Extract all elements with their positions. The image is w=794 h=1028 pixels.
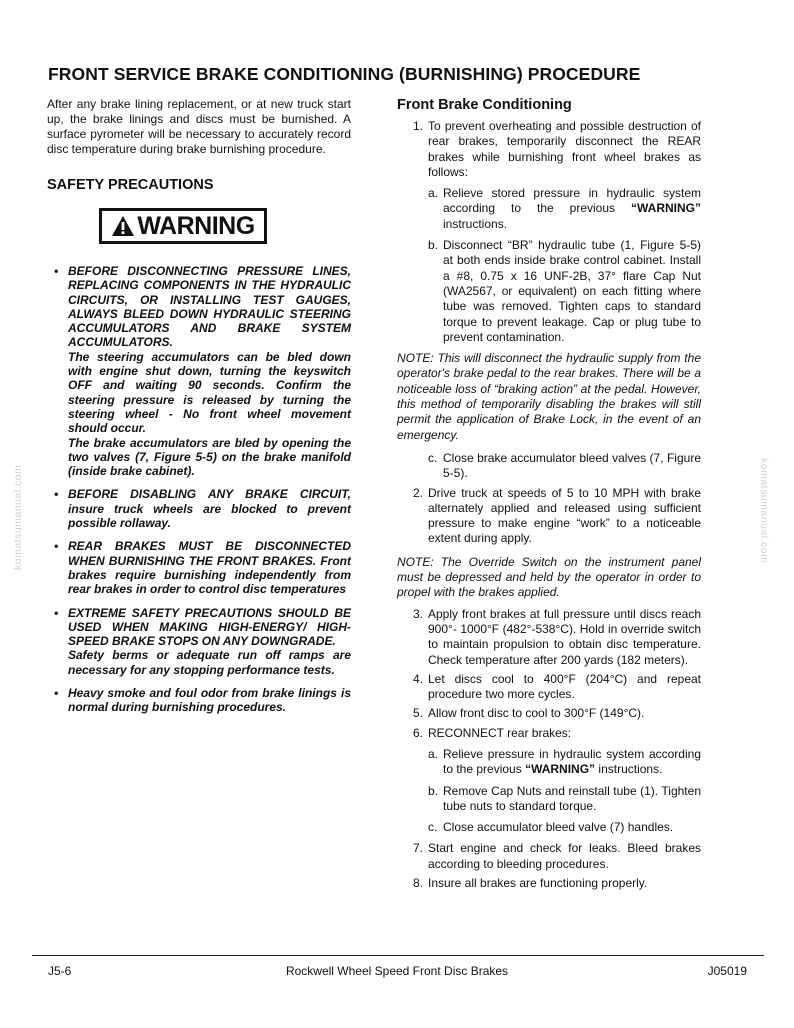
footer-doc-code: J05019 [707, 964, 747, 978]
step-8: 8. Insure all brakes are functioning properly. [413, 876, 648, 891]
warning-label: WARNING [137, 211, 255, 240]
note-hydraulic-supply: NOTE: This will disconnect the hydraulic supply from the operator's brake pedal to the rear brakes. There will be a noticeable loss of “braking action” at the pedal. However, this method of temporarily disabling the brakes will still permit the application of Brake Lock, in the event of an emergency. [397, 351, 701, 442]
intro-paragraph: After any brake lining replacement, or at new truck start up, the brake linings and discs must be burnished. A surface pyrometer will be necessary to accurately record disc temperature during brake burnishing procedure. [47, 97, 351, 156]
step-7: 7. Start engine and check for leaks. Bleed brakes according to bleeding procedures. [413, 841, 701, 871]
front-brake-conditioning-heading: Front Brake Conditioning [397, 97, 572, 113]
safety-bullet-list [47, 264, 351, 715]
substep-item: b. Disconnect “BR” hydraulic tube (1, Figure 5-5) at both ends inside brake control cabinet. Install a #8, 0.75 x 16 UNF-2B, 37° flare Cap Nut (WA2567, or equivalent) on each fitting where tube was removed. Tighten caps to standard torque to prevent leakage. Cap or plug tube to prevent contamination. [428, 238, 701, 344]
substep-item: c. Close accumulator bleed valve (7) handles. [428, 820, 674, 835]
bullet-text: BEFORE DISABLING ANY BRAKE CIRCUIT, insure truck wheels are blocked to prevent possible rollaway. [68, 487, 351, 531]
substep-item: a. Relieve stored pressure in hydraulic system according to the previous “WARNING” instructions. [428, 186, 701, 231]
step-3: 3. Apply front brakes at full pressure until discs reach 900°- 1000°F (482°-538°C). Hold in override switch to maintain propulsion to obtain disc temperature. Check temperature after 200 yards (182 meters). [413, 606, 701, 667]
bullet-icon: • [54, 539, 59, 554]
bullet-icon: • [54, 487, 59, 502]
bullet-text: BEFORE DISCONNECTING PRESSURE LINES, REPLACING COMPONENTS IN THE HYDRAULIC CIRCUITS, OR INSTALLING TEST GAUGES, ALWAYS BLEED DOWN HYDRAULIC STEERING ACCUMULATORS AND BRAKE SYSTEM ACCUMULATORS. [68, 264, 351, 350]
procedure-steps-part-2 [397, 486, 701, 547]
procedure-steps-part-4 [397, 841, 701, 891]
bullet-text: The brake accumulators are bled by opening the two valves (7, Figure 5-5) on the brake manifold (inside brake cabinet). [68, 435, 351, 479]
safety-heading: SAFETY PRECAUTIONS [47, 177, 214, 193]
step-1: 1. To prevent overheating and possible destruction of rear brakes, temporarily disconnect the REAR brakes while burnishing front wheel brakes as follows: [413, 119, 701, 179]
procedure-steps-part-1 [397, 119, 701, 180]
safety-bullet [47, 264, 351, 478]
warning-banner [99, 208, 267, 244]
right-column [397, 97, 701, 891]
bullet-text: Safety berms or adequate run off ramps are necessary for any stopping performance tests. [68, 648, 351, 677]
warning-triangle-icon [111, 215, 135, 237]
step-1-substep-c [397, 451, 701, 482]
safety-bullet [47, 686, 351, 715]
step-4: 4. Let discs cool to 400°F (204°C) and repeat procedure two more cycles. [413, 671, 701, 702]
page-title: FRONT SERVICE BRAKE CONDITIONING (BURNISHING) PROCEDURE [48, 64, 641, 84]
bullet-text: REAR BRAKES MUST BE DISCONNECTED WHEN BURNISHING THE FRONT BRAKES. Front brakes require burnishing independently from rear brakes in order to control disc temperatures [68, 539, 351, 597]
bullet-text: Heavy smoke and foul odor from brake linings is normal during burnishing procedures. [68, 686, 351, 715]
step-6-substeps [397, 747, 701, 835]
step-2: 2. Drive truck at speeds of 5 to 10 MPH with brake alternately applied and released using sufficient pressure to make engine “work” to a noticeable extent during apply. [413, 485, 701, 546]
footer-title: Rockwell Wheel Speed Front Disc Brakes [285, 964, 509, 978]
safety-bullet [47, 606, 351, 677]
footer-divider [32, 955, 764, 956]
step-6: 6. RECONNECT rear brakes: [413, 725, 572, 740]
safety-bullet [47, 539, 351, 596]
footer-page-number: J5-6 [48, 964, 72, 978]
note-override-switch: NOTE: The Override Switch on the instrument panel must be depressed and held by the operator in order to propel with the brakes applied. [397, 554, 701, 600]
bullet-icon: • [54, 686, 59, 701]
bullet-icon: • [54, 605, 59, 620]
substep-item: b. Remove Cap Nuts and reinstall tube (1). Tighten tube nuts to standard torque. [428, 783, 701, 813]
watermark-left: komatsumanual.com [12, 464, 24, 570]
step-5: 5. Allow front disc to cool to 300°F (149°C). [413, 706, 645, 721]
step-1-substeps [397, 186, 701, 345]
bullet-text: The steering accumulators can be bled down with engine shut down, turning the keyswitch OFF and waiting 90 seconds. Confirm the steering pressure is released by turning the steering wheel - No front wheel movement should occur. [68, 349, 351, 436]
safety-bullet [47, 487, 351, 530]
left-column [47, 97, 351, 724]
substep-item: a. Relieve pressure in hydraulic system according to the previous “WARNING” instructions. [428, 746, 701, 777]
bullet-icon: • [54, 264, 59, 278]
bullet-text: EXTREME SAFETY PRECAUTIONS SHOULD BE USED WHEN MAKING HIGH-ENERGY/ HIGH-SPEED BRAKE STOPS ON ANY DOWNGRADE. [68, 605, 351, 649]
watermark-right: komatsumanual.com [758, 458, 770, 564]
procedure-steps-part-3 [397, 607, 701, 741]
substep-item: c. Close brake accumulator bleed valves (7, Figure 5-5). [428, 450, 701, 481]
